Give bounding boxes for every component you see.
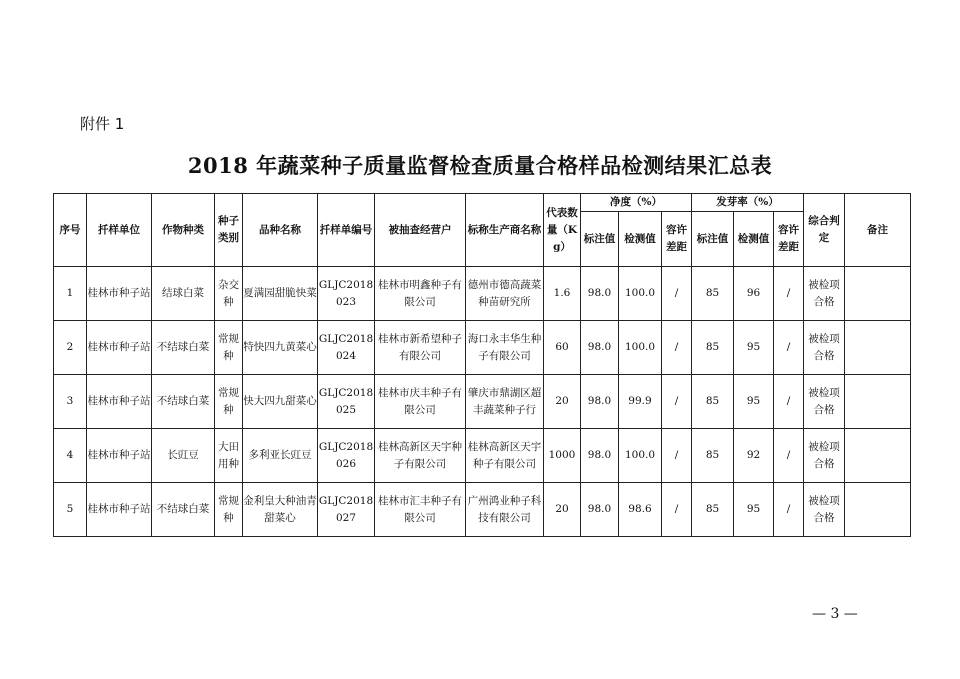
table-header <box>54 194 911 267</box>
cell-purity-measured: 98.6 <box>619 483 662 537</box>
cell-sampling-unit: 桂林市种子站 <box>87 429 152 483</box>
cell-seq: 4 <box>54 429 87 483</box>
cell-seq: 3 <box>54 375 87 429</box>
cell-seed-class: 大田用种 <box>215 429 243 483</box>
cell-crop-type: 不结球白菜 <box>152 375 215 429</box>
header-germ-nominal: 标注值 <box>692 212 734 267</box>
cell-crop-type: 长豇豆 <box>152 429 215 483</box>
cell-germ-tolerance: / <box>774 321 804 375</box>
cell-producer: 德州市德高蔬菜种苗研究所 <box>466 267 544 321</box>
cell-sampling-unit: 桂林市种子站 <box>87 483 152 537</box>
cell-judgement: 被检项合格 <box>804 429 845 483</box>
cell-seed-class: 杂交种 <box>215 267 243 321</box>
cell-producer: 海口永丰华生种子有限公司 <box>466 321 544 375</box>
cell-operator: 桂林市庆丰种子有限公司 <box>375 375 466 429</box>
cell-judgement: 被检项合格 <box>804 321 845 375</box>
cell-judgement: 被检项合格 <box>804 375 845 429</box>
cell-seq: 5 <box>54 483 87 537</box>
header-germination-group: 发芽率（%） <box>692 194 804 212</box>
cell-lot-weight: 1.6 <box>544 267 581 321</box>
attachment-label: 附件 1 <box>80 115 125 133</box>
cell-germ-tolerance: / <box>774 375 804 429</box>
header-remarks: 备注 <box>845 194 911 267</box>
cell-germ-nominal: 85 <box>692 321 734 375</box>
cell-sampling-unit: 桂林市种子站 <box>87 375 152 429</box>
table-body <box>54 267 911 537</box>
cell-variety: 夏满园甜脆快菜 <box>243 267 318 321</box>
cell-sample-no: GLJC2018027 <box>318 483 375 537</box>
cell-crop-type: 结球白菜 <box>152 267 215 321</box>
cell-variety: 特快四九黄菜心 <box>243 321 318 375</box>
cell-germ-measured: 95 <box>734 483 774 537</box>
header-lot-weight: 代表数量（Kg） <box>544 194 581 267</box>
cell-producer: 肇庆市鼎湖区超丰蔬菜种子行 <box>466 375 544 429</box>
cell-germ-measured: 95 <box>734 321 774 375</box>
cell-sampling-unit: 桂林市种子站 <box>87 267 152 321</box>
header-judgement: 综合判定 <box>804 194 845 267</box>
cell-germ-nominal: 85 <box>692 375 734 429</box>
cell-crop-type: 不结球白菜 <box>152 483 215 537</box>
cell-germ-nominal: 85 <box>692 483 734 537</box>
cell-seq: 1 <box>54 267 87 321</box>
cell-purity-measured: 100.0 <box>619 267 662 321</box>
cell-sample-no: GLJC2018024 <box>318 321 375 375</box>
header-producer: 标称生产商名称 <box>466 194 544 267</box>
cell-purity-measured: 100.0 <box>619 321 662 375</box>
cell-operator: 桂林市明鑫种子有限公司 <box>375 267 466 321</box>
header-variety: 品种名称 <box>243 194 318 267</box>
cell-judgement: 被检项合格 <box>804 267 845 321</box>
cell-remarks <box>845 429 911 483</box>
header-operator: 被抽查经营户 <box>375 194 466 267</box>
cell-judgement: 被检项合格 <box>804 483 845 537</box>
table-row <box>54 429 911 483</box>
results-table <box>53 193 911 537</box>
cell-remarks <box>845 375 911 429</box>
cell-purity-measured: 99.9 <box>619 375 662 429</box>
header-purity-tolerance: 容许差距 <box>662 212 692 267</box>
header-purity-nominal: 标注值 <box>581 212 619 267</box>
cell-purity-tolerance: / <box>662 267 692 321</box>
header-crop-type: 作物种类 <box>152 194 215 267</box>
cell-purity-tolerance: / <box>662 321 692 375</box>
cell-purity-measured: 100.0 <box>619 429 662 483</box>
cell-germ-tolerance: / <box>774 429 804 483</box>
cell-seed-class: 常规种 <box>215 483 243 537</box>
header-seq: 序号 <box>54 194 87 267</box>
cell-germ-measured: 95 <box>734 375 774 429</box>
cell-seq: 2 <box>54 321 87 375</box>
cell-sampling-unit: 桂林市种子站 <box>87 321 152 375</box>
cell-germ-tolerance: / <box>774 483 804 537</box>
cell-germ-nominal: 85 <box>692 429 734 483</box>
header-germ-measured: 检测值 <box>734 212 774 267</box>
page-number: — 3 — <box>812 606 858 622</box>
cell-purity-nominal: 98.0 <box>581 483 619 537</box>
table-row <box>54 321 911 375</box>
cell-remarks <box>845 483 911 537</box>
cell-germ-nominal: 85 <box>692 267 734 321</box>
cell-sample-no: GLJC2018025 <box>318 375 375 429</box>
cell-remarks <box>845 321 911 375</box>
cell-producer: 广州鸿业种子科技有限公司 <box>466 483 544 537</box>
cell-producer: 桂林高新区天宇种子有限公司 <box>466 429 544 483</box>
cell-remarks <box>845 267 911 321</box>
header-purity-measured: 检测值 <box>619 212 662 267</box>
cell-operator: 桂林市汇丰种子有限公司 <box>375 483 466 537</box>
cell-lot-weight: 1000 <box>544 429 581 483</box>
cell-sample-no: GLJC2018023 <box>318 267 375 321</box>
cell-variety: 快大四九甜菜心 <box>243 375 318 429</box>
cell-purity-nominal: 98.0 <box>581 375 619 429</box>
table-row <box>54 267 911 321</box>
cell-purity-nominal: 98.0 <box>581 429 619 483</box>
cell-purity-nominal: 98.0 <box>581 321 619 375</box>
cell-germ-tolerance: / <box>774 267 804 321</box>
cell-lot-weight: 20 <box>544 483 581 537</box>
header-germ-tolerance: 容许差距 <box>774 212 804 267</box>
cell-purity-tolerance: / <box>662 429 692 483</box>
cell-purity-nominal: 98.0 <box>581 267 619 321</box>
cell-lot-weight: 20 <box>544 375 581 429</box>
table-row <box>54 375 911 429</box>
cell-germ-measured: 96 <box>734 267 774 321</box>
cell-purity-tolerance: / <box>662 483 692 537</box>
cell-germ-measured: 92 <box>734 429 774 483</box>
cell-variety: 金利皇大种油青甜菜心 <box>243 483 318 537</box>
cell-variety: 多利亚长豇豆 <box>243 429 318 483</box>
page-title: 2018 年蔬菜种子质量监督检查质量合格样品检测结果汇总表 <box>187 153 773 178</box>
cell-lot-weight: 60 <box>544 321 581 375</box>
cell-operator: 桂林高新区天宇种子有限公司 <box>375 429 466 483</box>
cell-seed-class: 常规种 <box>215 375 243 429</box>
header-sample-no: 扦样单编号 <box>318 194 375 267</box>
header-seed-class: 种子类别 <box>215 194 243 267</box>
cell-sample-no: GLJC2018026 <box>318 429 375 483</box>
cell-crop-type: 不结球白菜 <box>152 321 215 375</box>
header-purity-group: 净度（%） <box>581 194 692 212</box>
cell-purity-tolerance: / <box>662 375 692 429</box>
table-row <box>54 483 911 537</box>
cell-seed-class: 常规种 <box>215 321 243 375</box>
header-sampling-unit: 扦样单位 <box>87 194 152 267</box>
cell-operator: 桂林市新希望种子有限公司 <box>375 321 466 375</box>
